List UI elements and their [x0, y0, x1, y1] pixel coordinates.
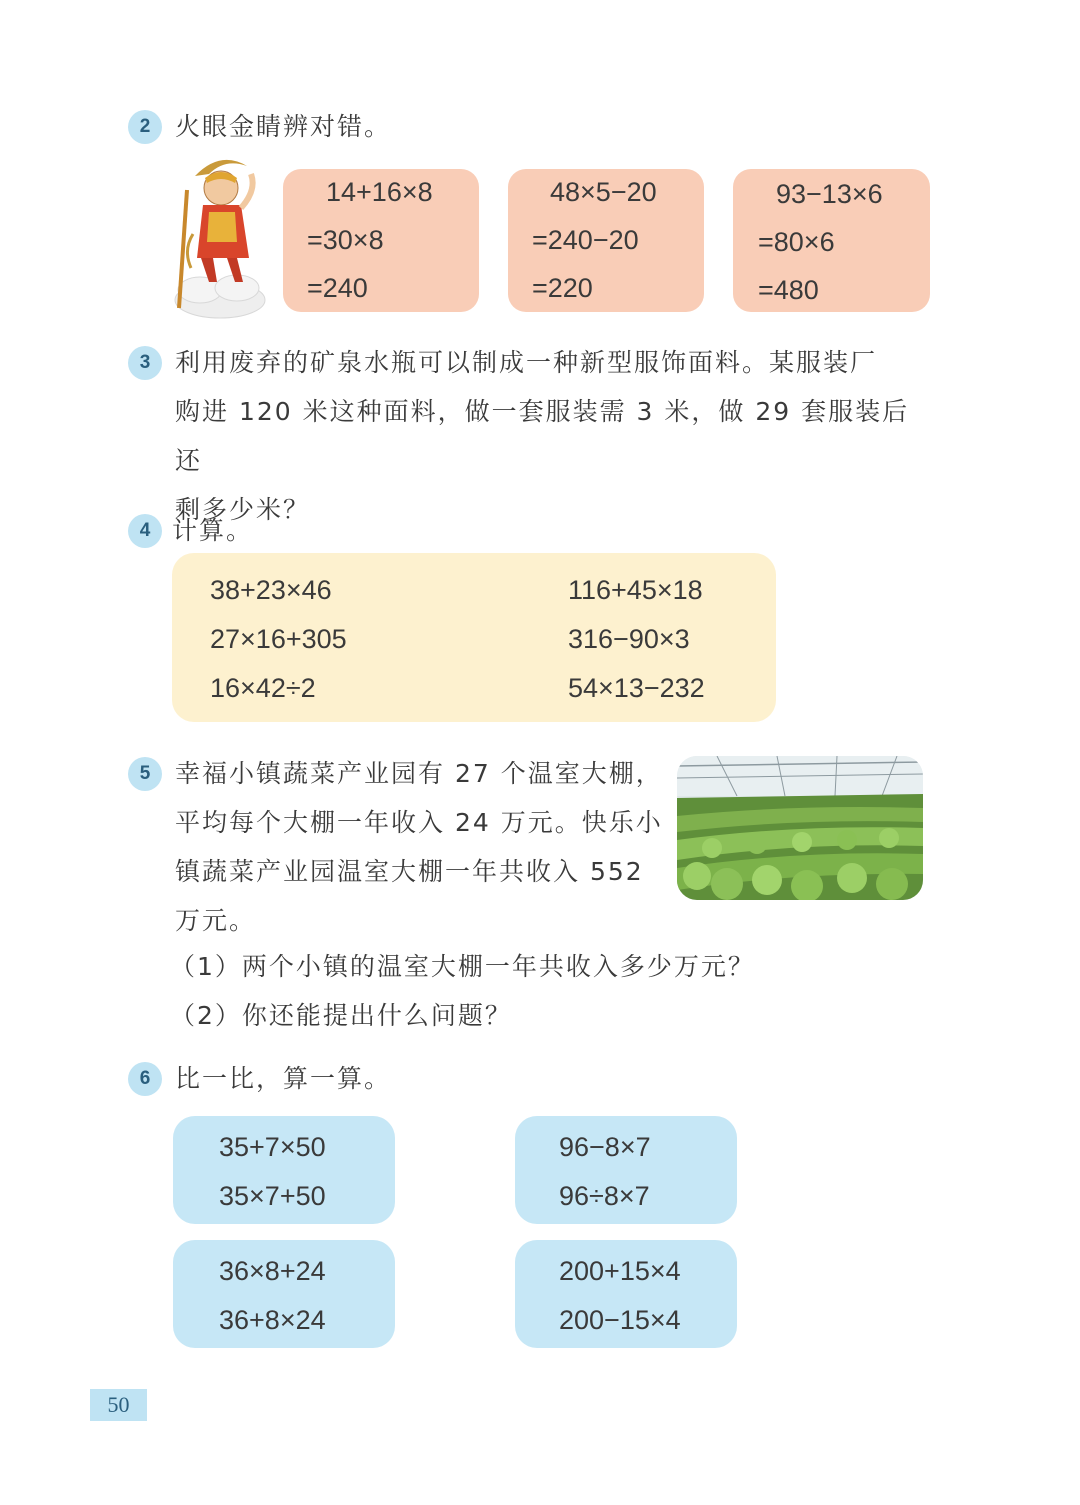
question-number: 4 [139, 520, 151, 541]
text-line: 剩多少米？ [175, 495, 311, 524]
expression: 54×13−232 [568, 673, 705, 703]
equation-line: =480 [758, 275, 819, 305]
text-line: 万元。 [175, 906, 257, 935]
question-number-badge [128, 110, 162, 144]
equation-line: =240 [307, 273, 368, 303]
equation-line: 14+16×8 [326, 177, 433, 207]
text-line: 利用废弃的矿泉水瓶可以制成一种新型服饰面料。某服装厂 [175, 348, 878, 377]
expression: 27×16+305 [210, 624, 347, 654]
text-line: 镇蔬菜产业园温室大棚一年共收入 552 [175, 857, 644, 886]
expression: 38+23×46 [210, 575, 332, 605]
question-number: 5 [139, 763, 151, 784]
q2-equation-box-2 [508, 169, 704, 312]
question-number: 2 [139, 116, 151, 137]
expression: 116+45×18 [568, 575, 703, 605]
question-number-badge [128, 514, 162, 548]
q4-calculation-box [172, 553, 776, 722]
q2-equation-box-3 [733, 169, 930, 312]
q2-equation-box-1 [283, 169, 479, 312]
equation-line: =80×6 [758, 227, 835, 257]
sub-question-1: （1）两个小镇的温室大棚一年共收入多少万元？ [170, 952, 755, 981]
equation-line: 93−13×6 [776, 179, 883, 209]
expression: 36×8+24 [219, 1256, 326, 1286]
equation-line: =220 [532, 273, 593, 303]
page-number: 50 [90, 1389, 147, 1421]
question-6-title: 比一比，算一算。 [175, 1064, 392, 1093]
expression: 200−15×4 [559, 1305, 681, 1335]
monkey-king-illustration [165, 150, 270, 320]
text-line: 购进 120 米这种面料，做一套服装需 3 米，做 29 套服装后还 [175, 397, 910, 475]
question-number: 3 [139, 352, 151, 373]
expression: 96÷8×7 [559, 1181, 650, 1211]
equation-line: 48×5−20 [550, 177, 657, 207]
expression: 200+15×4 [559, 1256, 681, 1286]
sub-question-2: （2）你还能提出什么问题？ [170, 1001, 512, 1030]
question-3-text [175, 338, 935, 534]
question-number-badge [128, 757, 162, 791]
equation-line: =240−20 [532, 225, 639, 255]
question-number: 6 [139, 1068, 151, 1089]
q6-compare-box-1 [173, 1116, 395, 1224]
text-line: 平均每个大棚一年收入 24 万元。快乐小 [175, 808, 663, 837]
q6-compare-box-3 [173, 1240, 395, 1348]
greenhouse-photo [677, 756, 923, 900]
question-2-title: 火眼金睛辨对错。 [175, 112, 392, 141]
expression: 36+8×24 [219, 1305, 326, 1335]
expression: 16×42÷2 [210, 673, 316, 703]
q6-compare-box-2 [515, 1116, 737, 1224]
expression: 35×7+50 [219, 1181, 326, 1211]
question-number-badge [128, 346, 162, 380]
text-line: 幸福小镇蔬菜产业园有 27 个温室大棚， [175, 759, 663, 788]
question-5-text [175, 749, 665, 945]
expression: 35+7×50 [219, 1132, 326, 1162]
expression: 316−90×3 [568, 624, 690, 654]
expression: 96−8×7 [559, 1132, 651, 1162]
q6-compare-box-4 [515, 1240, 737, 1348]
question-number-badge [128, 1062, 162, 1096]
equation-line: =30×8 [307, 225, 384, 255]
question-4-title: 计算。 [172, 516, 254, 545]
